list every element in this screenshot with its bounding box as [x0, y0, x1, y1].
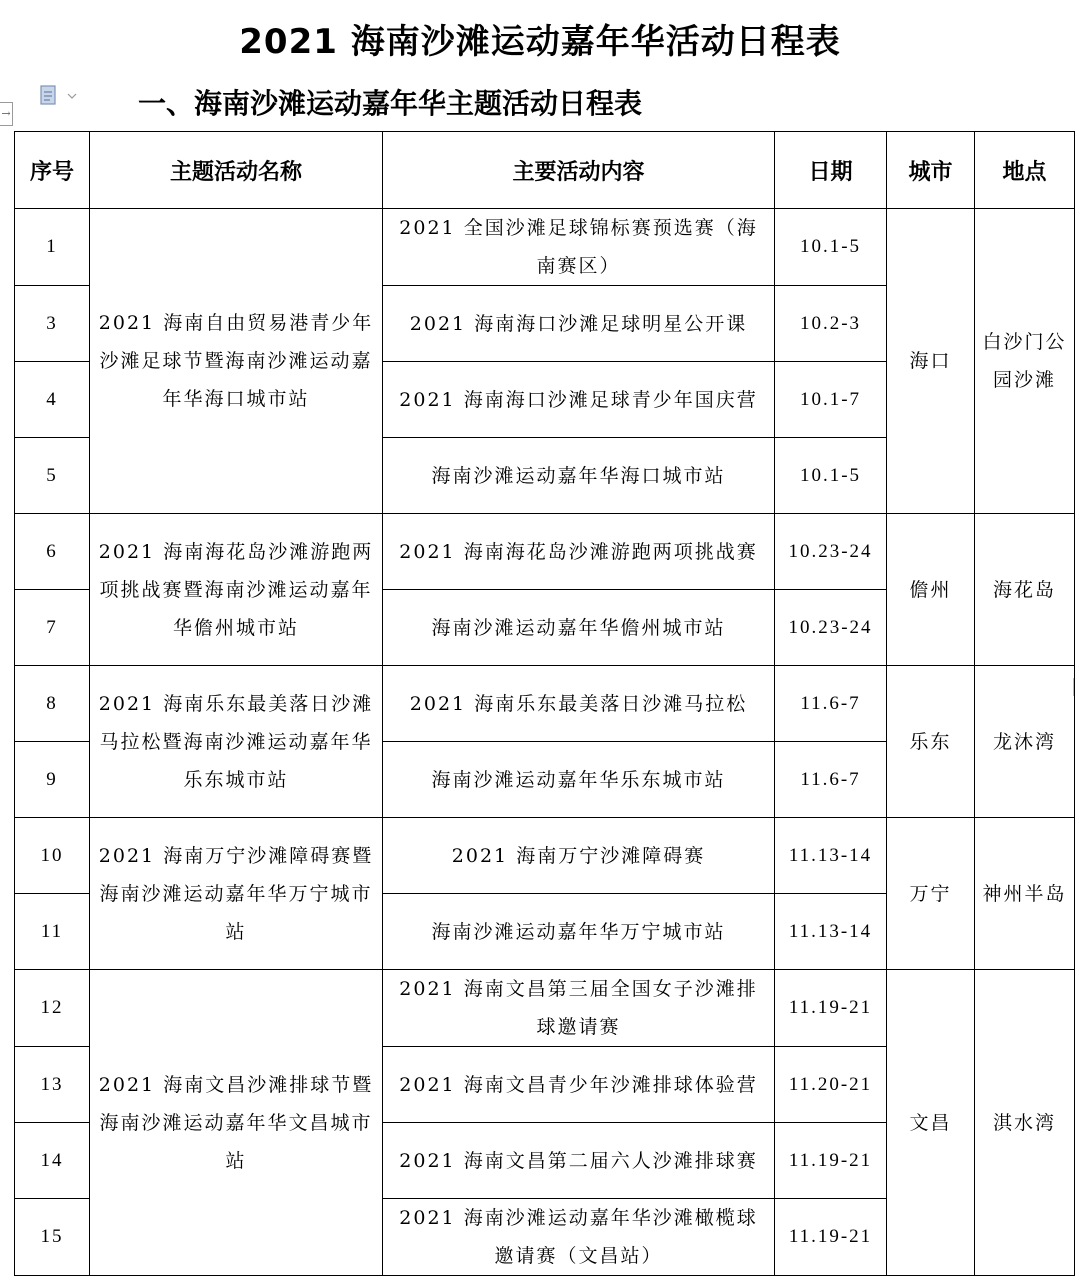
activity-content: 2021 海南万宁沙滩障碍赛: [383, 818, 775, 894]
activity-city: 海口: [887, 209, 975, 514]
table-header-row: [15, 132, 1075, 209]
row-number: 13: [15, 1047, 90, 1123]
document-paste-icon[interactable]: [38, 84, 78, 108]
activity-city: 儋州: [887, 514, 975, 666]
activity-date: 11.20-21: [775, 1047, 887, 1123]
activity-date: 10.1-5: [775, 209, 887, 286]
header-number: 序号: [15, 132, 90, 209]
activity-content: 海南沙滩运动嘉年华儋州城市站: [383, 590, 775, 666]
section-title: 一、海南沙滩运动嘉年华主题活动日程表: [138, 87, 643, 120]
activity-date: 11.6-7: [775, 742, 887, 818]
activity-city: 乐东: [887, 666, 975, 818]
activity-date: 10.23-24: [775, 590, 887, 666]
activity-place: 淇水湾: [975, 970, 1075, 1276]
row-number: 10: [15, 818, 90, 894]
activity-content: 2021 全国沙滩足球锦标赛预选赛（海南赛区）: [383, 209, 775, 286]
activity-place: 神州半岛: [975, 818, 1075, 970]
row-number: 5: [15, 438, 90, 514]
activity-content: 海南沙滩运动嘉年华乐东城市站: [383, 742, 775, 818]
header-city: 城市: [887, 132, 975, 209]
activity-date: 11.6-7: [775, 666, 887, 742]
header-theme-activity: 主题活动名称: [90, 132, 383, 209]
row-number: 1: [15, 209, 90, 286]
row-number: 4: [15, 362, 90, 438]
row-number: 6: [15, 514, 90, 590]
activity-date: 10.2-3: [775, 286, 887, 362]
chevron-down-icon: [68, 94, 76, 98]
activity-city: 万宁: [887, 818, 975, 970]
activity-date: 10.1-7: [775, 362, 887, 438]
activity-content: 2021 海南海花岛沙滩游跑两项挑战赛: [383, 514, 775, 590]
table-row: [15, 209, 1075, 286]
theme-activity-name: 2021 海南海花岛沙滩游跑两项挑战赛暨海南沙滩运动嘉年华儋州城市站: [90, 514, 383, 666]
row-number: 15: [15, 1199, 90, 1276]
activity-content: 2021 海南沙滩运动嘉年华沙滩橄榄球邀请赛（文昌站）: [383, 1199, 775, 1276]
header-place: 地点: [975, 132, 1075, 209]
row-number: 8: [15, 666, 90, 742]
activity-content: 海南沙滩运动嘉年华海口城市站: [383, 438, 775, 514]
activity-date: 11.19-21: [775, 1199, 887, 1276]
row-number: 11: [15, 894, 90, 970]
row-number: 3: [15, 286, 90, 362]
activity-date: 10.1-5: [775, 438, 887, 514]
document-title: 2021 海南沙滩运动嘉年华活动日程表: [239, 22, 841, 62]
theme-activity-name: 2021 海南乐东最美落日沙滩马拉松暨海南沙滩运动嘉年华乐东城市站: [90, 666, 383, 818]
schedule-table: [14, 131, 1075, 1276]
row-number: 7: [15, 590, 90, 666]
activity-place: 龙沐湾: [975, 666, 1075, 818]
table-row: [15, 818, 1075, 894]
theme-activity-name: 2021 海南万宁沙滩障碍赛暨海南沙滩运动嘉年华万宁城市站: [90, 818, 383, 970]
row-number: 12: [15, 970, 90, 1047]
activity-date: 11.19-21: [775, 1123, 887, 1199]
activity-date: 11.13-14: [775, 818, 887, 894]
activity-content: 2021 海南文昌第二届六人沙滩排球赛: [383, 1123, 775, 1199]
activity-city: 文昌: [887, 970, 975, 1276]
activity-date: 11.13-14: [775, 894, 887, 970]
row-number: 9: [15, 742, 90, 818]
activity-date: 11.19-21: [775, 970, 887, 1047]
table-row: [15, 514, 1075, 590]
activity-content: 海南沙滩运动嘉年华万宁城市站: [383, 894, 775, 970]
table-row: [15, 970, 1075, 1047]
row-number: 14: [15, 1123, 90, 1199]
header-date: 日期: [775, 132, 887, 209]
theme-activity-name: 2021 海南自由贸易港青少年沙滩足球节暨海南沙滩运动嘉年华海口城市站: [90, 209, 383, 514]
activity-content: 2021 海南文昌青少年沙滩排球体验营: [383, 1047, 775, 1123]
table-row: [15, 666, 1075, 742]
activity-place: 白沙门公园沙滩: [975, 209, 1075, 514]
activity-content: 2021 海南海口沙滩足球明星公开课: [383, 286, 775, 362]
activity-content: 2021 海南文昌第三届全国女子沙滩排球邀请赛: [383, 970, 775, 1047]
collapse-arrow-icon[interactable]: →: [0, 102, 13, 126]
activity-date: 10.23-24: [775, 514, 887, 590]
activity-content: 2021 海南海口沙滩足球青少年国庆营: [383, 362, 775, 438]
activity-place: 海花岛: [975, 514, 1075, 666]
activity-content: 2021 海南乐东最美落日沙滩马拉松: [383, 666, 775, 742]
theme-activity-name: 2021 海南文昌沙滩排球节暨海南沙滩运动嘉年华文昌城市站: [90, 970, 383, 1276]
header-main-content: 主要活动内容: [383, 132, 775, 209]
